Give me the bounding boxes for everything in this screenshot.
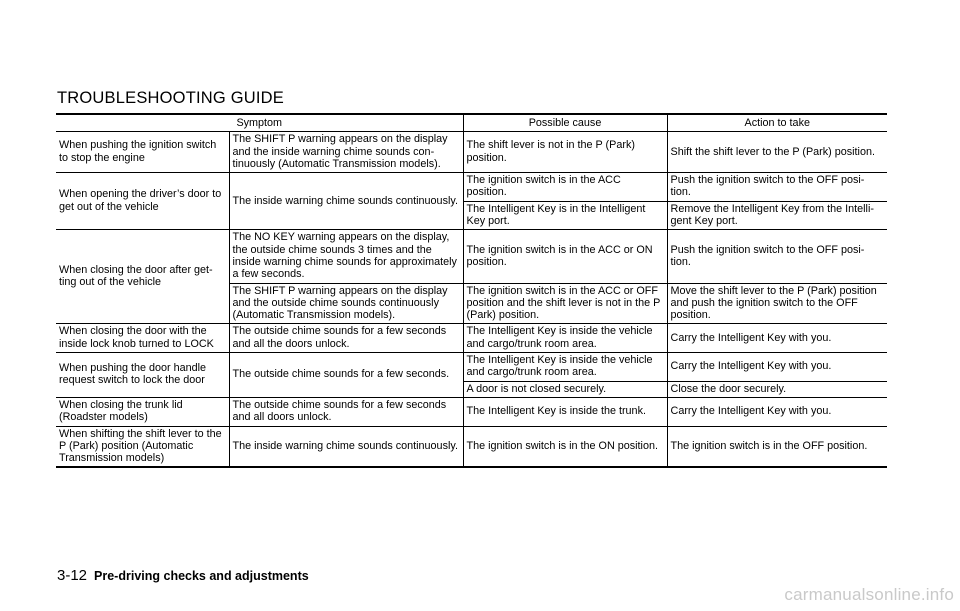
action-cell: Carry the Intelligent Key with you. xyxy=(667,324,887,353)
symptom-detail-cell: The SHIFT P warning appears on the display and the outside chime sounds continuously (Automatic Transmission models). xyxy=(229,283,463,324)
action-cell: Move the shift lever to the P (Park) position and push the ignition switch to the OFF position. xyxy=(667,283,887,324)
possible-cause-cell: The Intelligent Key is inside the vehicle and cargo/trunk room area. xyxy=(463,353,667,382)
symptom-detail-cell: The outside chime sounds for a few seconds and all the doors unlock. xyxy=(229,324,463,353)
table-row xyxy=(56,397,887,426)
action-cell: The ignition switch is in the OFF position. xyxy=(667,426,887,467)
header-possible-cause: Possible cause xyxy=(463,114,667,132)
page-title: TROUBLESHOOTING GUIDE xyxy=(57,89,284,107)
action-cell: Close the door securely. xyxy=(667,381,887,397)
table-row xyxy=(56,353,887,382)
section-title: Pre-driving checks and adjustments xyxy=(94,569,309,583)
symptom-detail-cell: The SHIFT P warning appears on the display and the inside warning chime sounds con-tinuously (Automatic Transmission models). xyxy=(229,132,463,173)
action-cell: Push the ignition switch to the OFF posi-tion. xyxy=(667,173,887,202)
page-footer xyxy=(57,567,309,584)
symptom-cell: When closing the door after get-ting out of the vehicle xyxy=(56,230,229,324)
possible-cause-cell: The ignition switch is in the ACC or ON position. xyxy=(463,230,667,283)
table-row xyxy=(56,173,887,202)
page-number: 3-12 xyxy=(57,567,88,584)
possible-cause-cell: The Intelligent Key is in the Intelligent Key port. xyxy=(463,201,667,230)
symptom-detail-cell: The inside warning chime sounds continuously. xyxy=(229,426,463,467)
table-row xyxy=(56,230,887,283)
action-cell: Remove the Intelligent Key from the Intelli-gent Key port. xyxy=(667,201,887,230)
symptom-detail-cell: The NO KEY warning appears on the display, the outside chime sounds 3 times and the inside warning chime sounds for approximately a few seconds. xyxy=(229,230,463,283)
symptom-cell: When pushing the ignition switch to stop the engine xyxy=(56,132,229,173)
possible-cause-cell: The shift lever is not in the P (Park) position. xyxy=(463,132,667,173)
symptom-detail-cell: The outside chime sounds for a few seconds. xyxy=(229,353,463,398)
header-symptom: Symptom xyxy=(56,114,463,132)
watermark: carmanualsonline.info xyxy=(784,585,954,604)
symptom-cell: When opening the driver’s door to get out of the vehicle xyxy=(56,173,229,230)
action-cell: Carry the Intelligent Key with you. xyxy=(667,353,887,382)
table-row xyxy=(56,132,887,173)
possible-cause-cell: The ignition switch is in the ACC or OFF position and the shift lever is not in the P (Park) position. xyxy=(463,283,667,324)
possible-cause-cell: The Intelligent Key is inside the vehicle and cargo/trunk room area. xyxy=(463,324,667,353)
table-row xyxy=(56,324,887,353)
possible-cause-cell: The ignition switch is in the ACC position. xyxy=(463,173,667,202)
symptom-detail-cell: The outside chime sounds for a few seconds and all doors unlock. xyxy=(229,397,463,426)
possible-cause-cell: The Intelligent Key is inside the trunk. xyxy=(463,397,667,426)
possible-cause-cell: The ignition switch is in the ON position. xyxy=(463,426,667,467)
action-cell: Push the ignition switch to the OFF posi-tion. xyxy=(667,230,887,283)
symptom-cell: When closing the trunk lid (Roadster models) xyxy=(56,397,229,426)
table-row xyxy=(56,426,887,467)
table-header-row xyxy=(56,114,887,132)
symptom-detail-cell: The inside warning chime sounds continuously. xyxy=(229,173,463,230)
troubleshooting-table xyxy=(56,113,887,468)
symptom-cell: When closing the door with the inside lock knob turned to LOCK xyxy=(56,324,229,353)
symptom-cell: When shifting the shift lever to the P (Park) position (Automatic Transmission models) xyxy=(56,426,229,467)
possible-cause-cell: A door is not closed securely. xyxy=(463,381,667,397)
header-action-to-take: Action to take xyxy=(667,114,887,132)
action-cell: Shift the shift lever to the P (Park) position. xyxy=(667,132,887,173)
action-cell: Carry the Intelligent Key with you. xyxy=(667,397,887,426)
symptom-cell: When pushing the door handle request switch to lock the door xyxy=(56,353,229,398)
